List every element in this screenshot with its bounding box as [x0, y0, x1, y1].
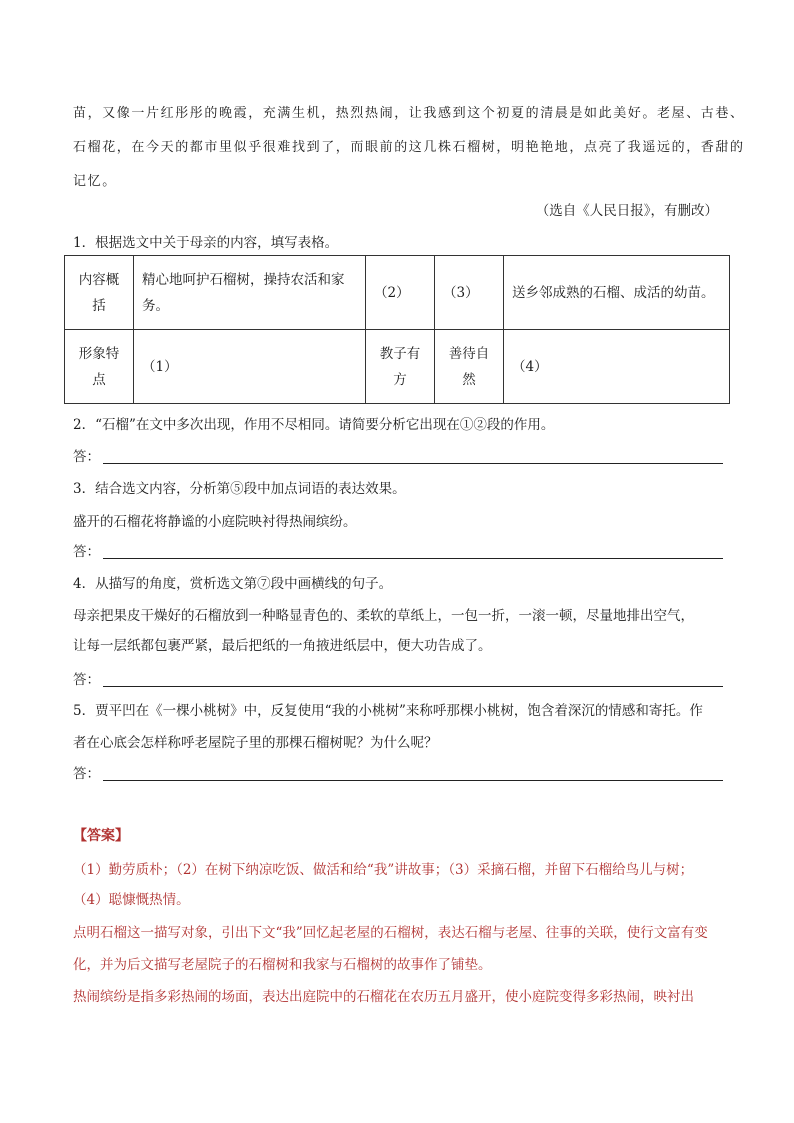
question-5-line-2: 者在心底会怎样称呼老屋院子里的那棵石榴树呢？为什么呢？	[73, 735, 438, 751]
answer-line-5[interactable]	[73, 762, 723, 782]
row1-cell-1: 精心地呵护石榴树，操持农活和家务。	[134, 256, 366, 330]
row1-cell-4: 送乡邻成熟的石榴、成活的幼苗。	[504, 256, 730, 330]
answer-3-line-1: 热闹缤纷是指多彩热闹的场面，表达出庭院中的石榴花在农历五月盛开，使小庭院变得多彩热闹，映衬出	[73, 989, 694, 1005]
question-3: 3．结合选文内容，分析第⑤段中加点词语的表达效果。	[73, 481, 406, 497]
passage-line-2: 石榴花，在今天的都市里似乎很难找到了，而眼前的这几株石榴树，明艳艳地，点亮了我遥远的，香甜的	[73, 140, 745, 155]
answer-line-3[interactable]	[73, 540, 723, 560]
row2-cell-4: （4）	[504, 330, 730, 404]
passage-source: （选自《人民日报》，有删改）	[535, 203, 718, 219]
answer-2-line-2: 化，并为后文描写老屋院子的石榴树和我家与石榴树的故事作了铺垫。	[73, 957, 492, 973]
answer-section-title: 【答案】	[73, 828, 129, 844]
question-2: 2．“石榴”在文中多次出现，作用不尽相同。请简要分析它出现在①②段的作用。	[73, 417, 555, 433]
answer-label: 答：	[73, 544, 100, 560]
answer-1-line-2: （4）聪慷慨热情。	[73, 892, 190, 908]
question-3-quote: 盛开的石榴花将静谧的小庭院映衬得热闹缤纷。	[73, 514, 357, 530]
row1-cell-3: （3）	[435, 256, 504, 330]
table-row	[65, 256, 730, 330]
answer-line-4[interactable]	[73, 668, 723, 688]
row1-label: 内容概括	[65, 256, 134, 330]
answer-label: 答：	[73, 766, 100, 782]
question-4: 4．从描写的角度，赏析选文第⑦段中画横线的句子。	[73, 576, 393, 592]
answer-1-line-1: （1）勤劳质朴；（2）在树下纳凉吃饭、做活和给“我”讲故事；（3）采摘石榴，并留下石榴给鸟儿与树；	[73, 862, 694, 878]
mother-info-table	[64, 255, 730, 404]
row2-label: 形象特点	[65, 330, 134, 404]
question-5-line-1: 5．贾平凹在《一棵小桃树》中，反复使用“我的小桃树”来称呼那棵小桃树，饱含着深沉的情感和寄托。作	[73, 703, 703, 719]
passage-line-1: 苗，又像一片红彤彤的晚霞，充满生机，热烈热闹，让我感到这个初夏的清晨是如此美好。老屋、古巷、	[73, 106, 745, 121]
answer-2-line-1: 点明石榴这一描写对象，引出下文“我”回忆起老屋的石榴树，表达石榴与老屋、往事的关联，使行文富有变	[73, 925, 708, 941]
row1-cell-2: （2）	[366, 256, 435, 330]
answer-line-2[interactable]	[73, 445, 723, 465]
row2-cell-1: （1）	[134, 330, 366, 404]
question-4-quote-1: 母亲把果皮干燥好的石榴放到一种略显青色的、柔软的草纸上，一包一折，一滚一顿，尽量地排出空气，	[73, 608, 694, 624]
question-1: 1．根据选文中关于母亲的内容，填写表格。	[73, 235, 339, 251]
answer-label: 答：	[73, 672, 100, 688]
question-4-quote-2: 让每一层纸都包裹严紧，最后把纸的一角掖进纸层中，便大功告成了。	[73, 638, 492, 654]
passage-line-3: 记忆。	[73, 174, 117, 189]
row2-cell-2: 教子有方	[366, 330, 435, 404]
table-row	[65, 330, 730, 404]
answer-label: 答：	[73, 449, 100, 465]
row2-cell-3: 善待自然	[435, 330, 504, 404]
